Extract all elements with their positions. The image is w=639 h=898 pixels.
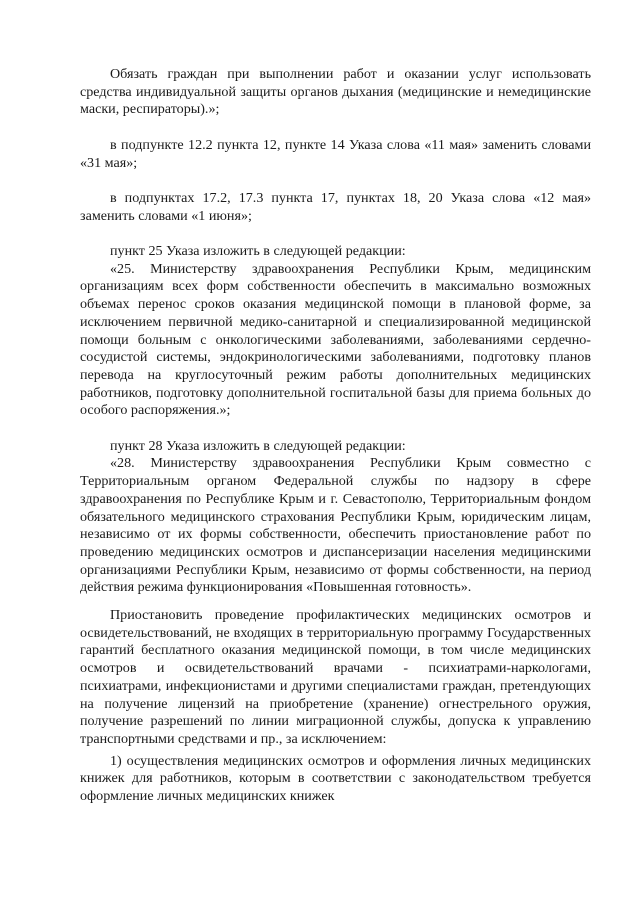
paragraph-28-intro: пункт 28 Указа изложить в следующей редакции: <box>110 437 406 454</box>
paragraph-25-intro: пункт 25 Указа изложить в следующей редакции: <box>110 242 406 259</box>
paragraph-28-text: «28. Министерству здравоохранения Республики Крым совместно с Территориальным органом Федеральной службы по надзору в сфере здравоохранения по Республике Крым и г. Севастополю, Территориальным фондом обязательного медицинского страхования Республики Крым, юридическим лицам, независимо от их формы собственности, обеспечить приостановление работ по проведению медицинских осмотров и диспансеризации населения медицинскими организациями Республики Крым, независимо от формы собственности, на период действия режима функционирования «Повышенная готовность». <box>80 455 591 596</box>
paragraph-17-2: в подпунктах 17.2, 17.3 пункта 17, пунктах 18, 20 Указа слова «12 мая» заменить словами «1 июня»; <box>80 189 591 224</box>
paragraph-25-text: «25. Министерству здравоохранения Республики Крым, медицинским организациям всех форм собственности обеспечить в максимально возможных объемах перенос сроков оказания медицинской помощи в плановой форме, за исключением первичной медико-санитарной и специализированной медицинской помощи больным с онкологическими заболеваниями, заболеваниями сердечно-сосудистой системы, эндокринологическими заболеваниями, подготовку планов перевода на круглосуточный режим работы дополнительных медицинских работников, подготовку дополнительной госпитальной базы для приема больных до особого распоряжения.»; <box>80 260 591 419</box>
paragraph-12-2: в подпункте 12.2 пункта 12, пункте 14 Указа слова «11 мая» заменить словами «31 мая»; <box>80 136 591 171</box>
paragraph-suspend: Приостановить проведение профилактических медицинских осмотров и освидетельствований, не входящих в территориальную программу Государственных гарантий бесплатного оказания медицинской помощи, в том числе медицинских осмотров и освидетельствований врачами - психиатрами-наркологами, психиатрами, инфекционистами и другими специалистами граждан, претендующих на получение лицензий на приобретение (хранение) огнестрельного оружия, получение разрешений по линии миграционной службы, допуска к управлению транспортными средствами и пр., за исключением: <box>80 607 591 747</box>
paragraph-exception-1: 1) осуществления медицинских осмотров и оформления личных медицинских книжек для работников, которым в соответствии с законодательством требуется оформление личных медицинских книжек <box>80 752 591 805</box>
document-body <box>80 66 591 806</box>
paragraph-masks: Обязать граждан при выполнении работ и оказании услуг использовать средства индивидуальной защиты органов дыхания (медицинские и немедицинские маски, респираторы).»; <box>80 66 591 118</box>
